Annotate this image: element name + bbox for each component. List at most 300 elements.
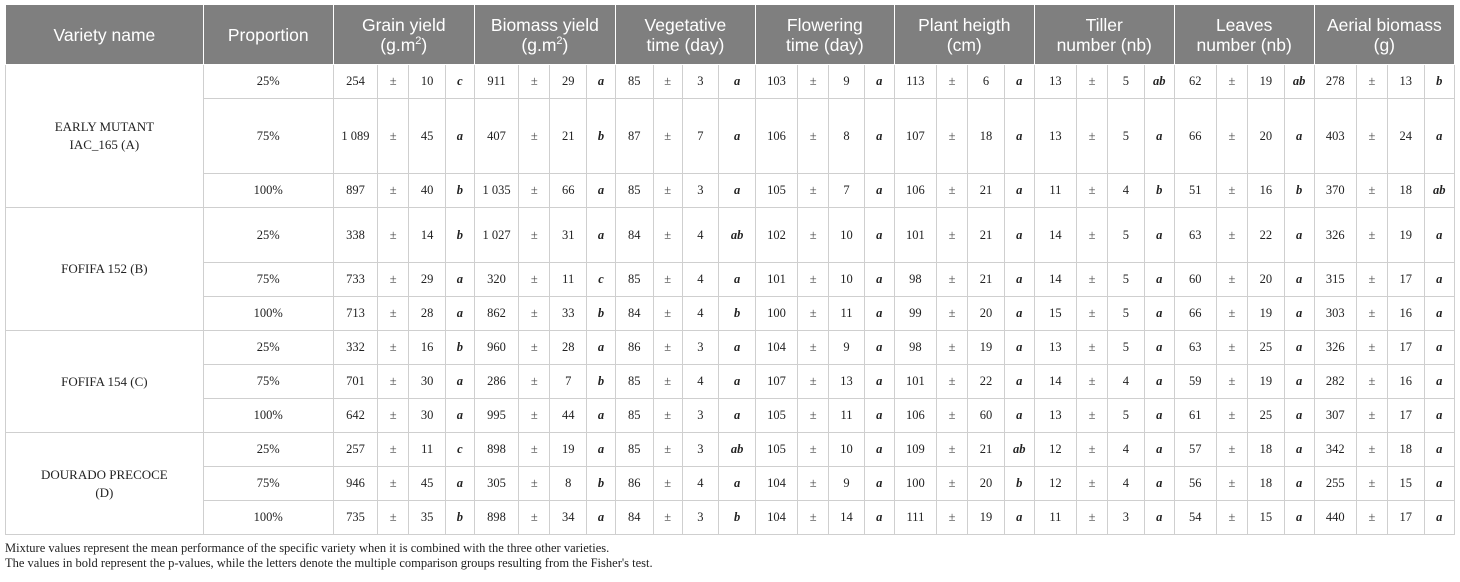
mean-value-cell: 305 (474, 467, 518, 501)
mean-value-cell: 14 (1034, 263, 1076, 297)
group-letter-cell: b (587, 297, 616, 331)
plus-minus-cell: ± (378, 65, 409, 99)
group-letter-cell: ab (1284, 65, 1314, 99)
plus-minus-cell: ± (378, 365, 409, 399)
mean-value-cell: 13 (1034, 99, 1076, 174)
mean-value-cell: 98 (894, 331, 936, 365)
plus-minus-cell: ± (1076, 501, 1107, 535)
table-row (6, 331, 1455, 365)
mean-value-cell: 14 (1034, 208, 1076, 263)
plus-minus-cell: ± (798, 433, 829, 467)
error-value-cell: 4 (1108, 174, 1145, 208)
mean-value-cell: 57 (1174, 433, 1216, 467)
mean-value-cell: 403 (1314, 99, 1356, 174)
group-letter-cell: a (864, 65, 894, 99)
error-value-cell: 4 (682, 365, 719, 399)
plus-minus-cell: ± (937, 399, 968, 433)
mean-value-cell: 60 (1174, 263, 1216, 297)
error-value-cell: 19 (550, 433, 587, 467)
error-value-cell: 3 (682, 433, 719, 467)
group-letter-cell: a (1424, 297, 1454, 331)
plus-minus-cell: ± (1356, 365, 1387, 399)
mean-value-cell: 66 (1174, 297, 1216, 331)
table-row (6, 208, 1455, 263)
mean-value-cell: 11 (1034, 501, 1076, 535)
group-letter-cell: c (587, 263, 616, 297)
plus-minus-cell: ± (1076, 263, 1107, 297)
error-value-cell: 45 (409, 99, 446, 174)
mean-value-cell: 107 (755, 365, 797, 399)
mean-value-cell: 59 (1174, 365, 1216, 399)
group-letter-cell: ab (1004, 433, 1034, 467)
mean-value-cell: 255 (1314, 467, 1356, 501)
plus-minus-cell: ± (519, 174, 550, 208)
error-value-cell: 13 (1387, 65, 1424, 99)
mean-value-cell: 113 (894, 65, 936, 99)
mean-value-cell: 642 (333, 399, 377, 433)
group-letter-cell: a (445, 467, 474, 501)
mean-value-cell: 106 (894, 399, 936, 433)
group-letter-cell: a (1144, 399, 1174, 433)
plus-minus-cell: ± (653, 433, 682, 467)
error-value-cell: 3 (682, 174, 719, 208)
mean-value-cell: 85 (615, 174, 653, 208)
group-letter-cell: a (1424, 99, 1454, 174)
plus-minus-cell: ± (378, 433, 409, 467)
mean-value-cell: 105 (755, 174, 797, 208)
footnote-1: Mixture values represent the mean performance of the specific variety when it is combined with the three other varieties. (5, 541, 610, 555)
group-letter-cell: a (445, 263, 474, 297)
group-letter-cell: a (1004, 65, 1034, 99)
error-value-cell: 19 (1387, 208, 1424, 263)
group-letter-cell: a (1284, 467, 1314, 501)
error-value-cell: 4 (1108, 433, 1145, 467)
mean-value-cell: 14 (1034, 365, 1076, 399)
group-letter-cell: a (1004, 501, 1034, 535)
table-row (6, 365, 1455, 399)
group-letter-cell: a (1424, 433, 1454, 467)
mean-value-cell: 338 (333, 208, 377, 263)
error-value-cell: 3 (682, 501, 719, 535)
group-letter-cell: a (1424, 467, 1454, 501)
variety-name-cell: FOFIFA 154 (C) (6, 331, 204, 433)
error-value-cell: 34 (550, 501, 587, 535)
plus-minus-cell: ± (798, 174, 829, 208)
proportion-cell: 100% (203, 174, 333, 208)
table-row (6, 297, 1455, 331)
table-footnotes (5, 541, 1455, 571)
proportion-cell: 75% (203, 99, 333, 174)
plus-minus-cell: ± (937, 467, 968, 501)
mean-value-cell: 701 (333, 365, 377, 399)
error-value-cell: 8 (550, 467, 587, 501)
proportion-cell: 25% (203, 331, 333, 365)
mean-value-cell: 407 (474, 99, 518, 174)
error-value-cell: 25 (1248, 331, 1285, 365)
mean-value-cell: 254 (333, 65, 377, 99)
error-value-cell: 19 (1248, 65, 1285, 99)
group-letter-cell: a (864, 208, 894, 263)
error-value-cell: 9 (829, 65, 865, 99)
group-letter-cell: ab (1424, 174, 1454, 208)
mean-value-cell: 315 (1314, 263, 1356, 297)
mean-value-cell: 104 (755, 467, 797, 501)
group-letter-cell: a (1004, 174, 1034, 208)
error-value-cell: 28 (409, 297, 446, 331)
error-value-cell: 5 (1108, 208, 1145, 263)
error-value-cell: 7 (550, 365, 587, 399)
plus-minus-cell: ± (798, 65, 829, 99)
group-letter-cell: a (1284, 399, 1314, 433)
plus-minus-cell: ± (519, 65, 550, 99)
group-letter-cell: a (1284, 331, 1314, 365)
plus-minus-cell: ± (519, 399, 550, 433)
error-value-cell: 19 (1248, 297, 1285, 331)
plus-minus-cell: ± (798, 399, 829, 433)
header-variety-name: Variety name (6, 5, 204, 65)
plus-minus-cell: ± (1356, 433, 1387, 467)
plus-minus-cell: ± (653, 263, 682, 297)
plus-minus-cell: ± (1216, 263, 1247, 297)
plus-minus-cell: ± (519, 99, 550, 174)
mean-value-cell: 911 (474, 65, 518, 99)
plus-minus-cell: ± (519, 433, 550, 467)
plus-minus-cell: ± (519, 365, 550, 399)
plus-minus-cell: ± (937, 99, 968, 174)
mean-value-cell: 101 (894, 208, 936, 263)
plus-minus-cell: ± (1216, 174, 1247, 208)
plus-minus-cell: ± (1216, 297, 1247, 331)
plus-minus-cell: ± (937, 501, 968, 535)
error-value-cell: 19 (968, 331, 1005, 365)
table-row (6, 65, 1455, 99)
group-letter-cell: a (445, 297, 474, 331)
error-value-cell: 29 (550, 65, 587, 99)
plus-minus-cell: ± (378, 467, 409, 501)
mean-value-cell: 84 (615, 297, 653, 331)
mean-value-cell: 1 027 (474, 208, 518, 263)
proportion-cell: 100% (203, 297, 333, 331)
group-letter-cell: a (587, 174, 616, 208)
group-letter-cell: a (1004, 297, 1034, 331)
error-value-cell: 4 (682, 467, 719, 501)
mean-value-cell: 278 (1314, 65, 1356, 99)
mean-value-cell: 85 (615, 399, 653, 433)
plus-minus-cell: ± (1216, 208, 1247, 263)
table-row (6, 263, 1455, 297)
error-value-cell: 18 (1248, 433, 1285, 467)
group-letter-cell: a (445, 99, 474, 174)
group-letter-cell: a (1284, 365, 1314, 399)
group-letter-cell: a (587, 65, 616, 99)
header-plant-height: Plant heigth (cm) (894, 5, 1034, 65)
error-value-cell: 4 (1108, 365, 1145, 399)
mean-value-cell: 106 (755, 99, 797, 174)
error-value-cell: 17 (1387, 263, 1424, 297)
group-letter-cell: b (445, 174, 474, 208)
plus-minus-cell: ± (1216, 365, 1247, 399)
plus-minus-cell: ± (1076, 208, 1107, 263)
plus-minus-cell: ± (1216, 501, 1247, 535)
error-value-cell: 3 (682, 331, 719, 365)
mean-value-cell: 13 (1034, 399, 1076, 433)
group-letter-cell: a (864, 263, 894, 297)
plus-minus-cell: ± (378, 399, 409, 433)
error-value-cell: 5 (1108, 331, 1145, 365)
group-letter-cell: a (1424, 501, 1454, 535)
error-value-cell: 29 (409, 263, 446, 297)
plus-minus-cell: ± (653, 365, 682, 399)
plus-minus-cell: ± (1076, 433, 1107, 467)
variety-name-cell: DOURADO PRECOCE (D) (6, 433, 204, 535)
plus-minus-cell: ± (1076, 297, 1107, 331)
error-value-cell: 20 (1248, 99, 1285, 174)
plus-minus-cell: ± (653, 297, 682, 331)
plus-minus-cell: ± (937, 65, 968, 99)
error-value-cell: 33 (550, 297, 587, 331)
group-letter-cell: b (1424, 65, 1454, 99)
mean-value-cell: 897 (333, 174, 377, 208)
footnote-2: The values in bold represent the p-values, while the letters denote the multiple comparison groups resulting from the Fisher's test. (5, 556, 653, 570)
group-letter-cell: b (445, 501, 474, 535)
group-letter-cell: b (587, 365, 616, 399)
header-leaves-number: Leaves number (nb) (1174, 5, 1314, 65)
group-letter-cell: a (1284, 263, 1314, 297)
error-value-cell: 4 (682, 297, 719, 331)
plus-minus-cell: ± (1356, 263, 1387, 297)
error-value-cell: 28 (550, 331, 587, 365)
proportion-cell: 25% (203, 65, 333, 99)
mean-value-cell: 735 (333, 501, 377, 535)
plus-minus-cell: ± (653, 467, 682, 501)
table-row (6, 433, 1455, 467)
mean-value-cell: 100 (894, 467, 936, 501)
header-flowering-time: Flowering time (day) (755, 5, 894, 65)
plus-minus-cell: ± (653, 331, 682, 365)
plus-minus-cell: ± (378, 263, 409, 297)
plus-minus-cell: ± (1216, 433, 1247, 467)
group-letter-cell: a (1284, 433, 1314, 467)
plus-minus-cell: ± (798, 263, 829, 297)
error-value-cell: 10 (829, 263, 865, 297)
error-value-cell: 4 (1108, 467, 1145, 501)
mean-value-cell: 98 (894, 263, 936, 297)
mean-value-cell: 111 (894, 501, 936, 535)
plus-minus-cell: ± (1076, 399, 1107, 433)
mean-value-cell: 898 (474, 433, 518, 467)
proportion-cell: 100% (203, 399, 333, 433)
mean-value-cell: 440 (1314, 501, 1356, 535)
group-letter-cell: b (445, 331, 474, 365)
plus-minus-cell: ± (798, 365, 829, 399)
error-value-cell: 13 (829, 365, 865, 399)
group-letter-cell: a (587, 433, 616, 467)
group-letter-cell: b (587, 99, 616, 174)
error-value-cell: 24 (1387, 99, 1424, 174)
error-value-cell: 66 (550, 174, 587, 208)
group-letter-cell: a (719, 467, 756, 501)
group-letter-cell: a (1284, 99, 1314, 174)
plus-minus-cell: ± (1356, 399, 1387, 433)
mean-value-cell: 99 (894, 297, 936, 331)
error-value-cell: 21 (550, 99, 587, 174)
group-letter-cell: ab (719, 208, 756, 263)
plus-minus-cell: ± (798, 99, 829, 174)
mean-value-cell: 326 (1314, 331, 1356, 365)
error-value-cell: 10 (829, 208, 865, 263)
group-letter-cell: a (1004, 263, 1034, 297)
error-value-cell: 25 (1248, 399, 1285, 433)
plus-minus-cell: ± (937, 263, 968, 297)
group-letter-cell: a (1144, 263, 1174, 297)
mean-value-cell: 995 (474, 399, 518, 433)
plus-minus-cell: ± (378, 501, 409, 535)
error-value-cell: 19 (1248, 365, 1285, 399)
plus-minus-cell: ± (378, 208, 409, 263)
mean-value-cell: 85 (615, 65, 653, 99)
group-letter-cell: a (1424, 208, 1454, 263)
table-row (6, 399, 1455, 433)
error-value-cell: 60 (968, 399, 1005, 433)
error-value-cell: 5 (1108, 297, 1145, 331)
plus-minus-cell: ± (378, 297, 409, 331)
plus-minus-cell: ± (1216, 399, 1247, 433)
error-value-cell: 16 (1387, 297, 1424, 331)
plus-minus-cell: ± (937, 365, 968, 399)
error-value-cell: 18 (1248, 467, 1285, 501)
group-letter-cell: a (1004, 331, 1034, 365)
error-value-cell: 3 (682, 65, 719, 99)
mean-value-cell: 257 (333, 433, 377, 467)
mean-value-cell: 332 (333, 331, 377, 365)
group-letter-cell: b (1284, 174, 1314, 208)
plus-minus-cell: ± (378, 174, 409, 208)
group-letter-cell: b (1144, 174, 1174, 208)
proportion-cell: 75% (203, 365, 333, 399)
mean-value-cell: 898 (474, 501, 518, 535)
error-value-cell: 16 (1387, 365, 1424, 399)
mean-value-cell: 106 (894, 174, 936, 208)
error-value-cell: 19 (968, 501, 1005, 535)
error-value-cell: 10 (829, 433, 865, 467)
mean-value-cell: 66 (1174, 99, 1216, 174)
group-letter-cell: a (1144, 433, 1174, 467)
mean-value-cell: 1 089 (333, 99, 377, 174)
group-letter-cell: a (1004, 99, 1034, 174)
mean-value-cell: 12 (1034, 467, 1076, 501)
group-letter-cell: a (1144, 208, 1174, 263)
header-grain-yield: Grain yield $(g.m^2)$ (333, 5, 474, 65)
mean-value-cell: 84 (615, 501, 653, 535)
proportion-cell: 75% (203, 263, 333, 297)
group-letter-cell: a (1284, 501, 1314, 535)
group-letter-cell: a (719, 331, 756, 365)
plus-minus-cell: ± (1356, 297, 1387, 331)
mean-value-cell: 15 (1034, 297, 1076, 331)
plus-minus-cell: ± (1076, 65, 1107, 99)
error-value-cell: 15 (1248, 501, 1285, 535)
plus-minus-cell: ± (1356, 99, 1387, 174)
plus-minus-cell: ± (937, 331, 968, 365)
group-letter-cell: b (1004, 467, 1034, 501)
error-value-cell: 5 (1108, 99, 1145, 174)
group-letter-cell: a (864, 365, 894, 399)
error-value-cell: 14 (409, 208, 446, 263)
group-letter-cell: a (1424, 399, 1454, 433)
error-value-cell: 4 (682, 208, 719, 263)
mean-value-cell: 100 (755, 297, 797, 331)
plus-minus-cell: ± (1356, 467, 1387, 501)
error-value-cell: 3 (682, 399, 719, 433)
error-value-cell: 7 (829, 174, 865, 208)
error-value-cell: 7 (682, 99, 719, 174)
error-value-cell: 16 (1248, 174, 1285, 208)
group-letter-cell: ab (1144, 65, 1174, 99)
plus-minus-cell: ± (798, 501, 829, 535)
plus-minus-cell: ± (519, 208, 550, 263)
mean-value-cell: 85 (615, 263, 653, 297)
error-value-cell: 5 (1108, 65, 1145, 99)
error-value-cell: 11 (409, 433, 446, 467)
mean-value-cell: 282 (1314, 365, 1356, 399)
error-value-cell: 35 (409, 501, 446, 535)
mean-value-cell: 62 (1174, 65, 1216, 99)
group-letter-cell: a (864, 174, 894, 208)
plus-minus-cell: ± (653, 99, 682, 174)
error-value-cell: 5 (1108, 263, 1145, 297)
plus-minus-cell: ± (1356, 501, 1387, 535)
group-letter-cell: a (1284, 208, 1314, 263)
error-value-cell: 8 (829, 99, 865, 174)
mean-value-cell: 87 (615, 99, 653, 174)
mean-value-cell: 105 (755, 399, 797, 433)
error-value-cell: 21 (968, 263, 1005, 297)
error-value-cell: 44 (550, 399, 587, 433)
error-value-cell: 31 (550, 208, 587, 263)
mean-value-cell: 85 (615, 433, 653, 467)
table-row (6, 467, 1455, 501)
mean-value-cell: 104 (755, 501, 797, 535)
plus-minus-cell: ± (798, 331, 829, 365)
mean-value-cell: 960 (474, 331, 518, 365)
group-letter-cell: a (719, 174, 756, 208)
error-value-cell: 9 (829, 467, 865, 501)
plus-minus-cell: ± (1076, 174, 1107, 208)
mean-value-cell: 1 035 (474, 174, 518, 208)
mean-value-cell: 104 (755, 331, 797, 365)
group-letter-cell: b (719, 297, 756, 331)
error-value-cell: 17 (1387, 331, 1424, 365)
group-letter-cell: a (1144, 297, 1174, 331)
group-letter-cell: a (864, 433, 894, 467)
group-letter-cell: a (719, 65, 756, 99)
error-value-cell: 3 (1108, 501, 1145, 535)
header-proportion: Proportion (203, 5, 333, 65)
error-value-cell: 10 (409, 65, 446, 99)
mean-value-cell: 342 (1314, 433, 1356, 467)
proportion-cell: 75% (203, 467, 333, 501)
plus-minus-cell: ± (937, 433, 968, 467)
error-value-cell: 9 (829, 331, 865, 365)
plus-minus-cell: ± (1216, 65, 1247, 99)
error-value-cell: 11 (829, 399, 865, 433)
group-letter-cell: a (1144, 331, 1174, 365)
group-letter-cell: a (587, 208, 616, 263)
mean-value-cell: 320 (474, 263, 518, 297)
group-letter-cell: a (1004, 208, 1034, 263)
error-value-cell: 45 (409, 467, 446, 501)
plus-minus-cell: ± (653, 65, 682, 99)
